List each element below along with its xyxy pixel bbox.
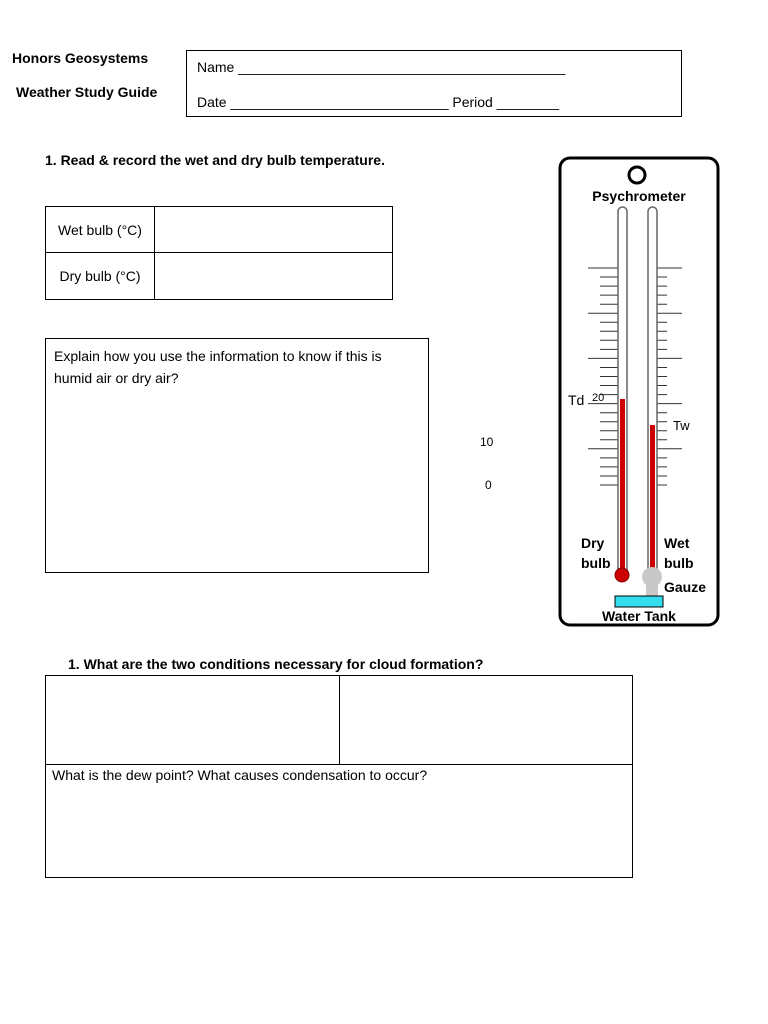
course-title: Honors Geosystems — [12, 50, 149, 66]
name-field[interactable]: Name __________________________________________ — [197, 59, 566, 75]
wet-label-2: bulb — [664, 555, 694, 571]
scale-label-10: 10 — [480, 435, 494, 449]
table-row — [46, 253, 393, 300]
table-row — [46, 207, 393, 253]
table-row — [46, 676, 633, 765]
dew-point-prompt: What is the dew point? What causes condensation to occur? — [52, 767, 428, 783]
td-label: Td — [568, 392, 585, 408]
question-1-title: 1. Read & record the wet and dry bulb temperature. — [45, 152, 385, 168]
wet-bulb-label: Wet bulb (°C) — [46, 207, 155, 253]
temperature-table — [45, 206, 393, 300]
question-2-title: 1. What are the two conditions necessary for cloud formation? — [68, 656, 484, 672]
explain-answer-box[interactable] — [45, 338, 429, 573]
wet-bulb-answer[interactable] — [155, 207, 393, 253]
explain-prompt: Explain how you use the information to know if this is humid air or dry air? — [54, 348, 382, 386]
gauze-label: Gauze — [664, 579, 707, 595]
dry-label-2: bulb — [581, 555, 611, 571]
dry-bulb-label: Dry bulb (°C) — [46, 253, 155, 300]
student-info-box — [186, 50, 682, 117]
psychrometer-diagram — [555, 155, 725, 630]
water-tank-label: Water Tank — [602, 608, 676, 624]
cloud-formation-table — [45, 675, 633, 878]
dew-point-answer-box[interactable] — [46, 765, 633, 878]
tw-label: Tw — [673, 418, 690, 433]
table-row — [46, 765, 633, 878]
psychrometer-title: Psychrometer — [592, 188, 686, 204]
condition-1-answer[interactable] — [46, 676, 340, 765]
wet-mercury — [650, 425, 655, 575]
tick-label-20: 20 — [592, 392, 605, 404]
gauze-icon — [642, 567, 662, 587]
date-period-field[interactable]: Date ____________________________ Period ________ — [197, 94, 560, 110]
hanging-hole-icon — [629, 167, 645, 183]
dry-mercury — [620, 399, 625, 574]
dry-label-1: Dry — [581, 535, 605, 551]
dry-bulb-icon — [615, 568, 629, 582]
dry-bulb-answer[interactable] — [155, 253, 393, 300]
wet-label-1: Wet — [664, 535, 690, 551]
water-tank-icon — [615, 596, 663, 607]
scale-label-0: 0 — [485, 478, 492, 492]
guide-title: Weather Study Guide — [16, 84, 158, 100]
condition-2-answer[interactable] — [340, 676, 633, 765]
